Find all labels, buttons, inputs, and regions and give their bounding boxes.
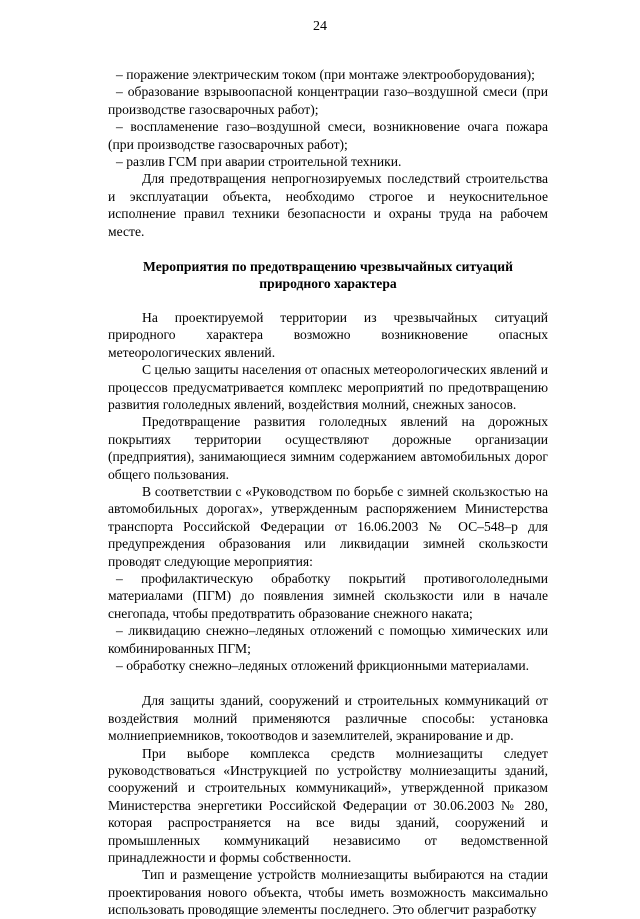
list-item-preventive-treatment: – профилактическую обработку покрытий противогололедными материалами (ПГМ) до появления зимней скользкости или в начале снегопада, чтобы предотвратить образование снежного наката; [108,570,548,621]
list-item-fuel-spill: – разлив ГСМ при аварии строительной техники. [116,154,402,170]
paragraph-gap [108,674,548,692]
paragraph-lightning-design: Тип и размещение устройств молниезащиты выбираются на стадии проектирования нового объекта, чтобы иметь возможность максимально использовать проводящие элементы последнего. Это облегчит разработку [108,867,548,918]
paragraph-protection-measures: С целью защиты населения от опасных метеорологических явлений и процессов предусматривается комплекс мероприятий по предотвращению развития гололедных явлений, воздействия молний, снежных заносов. [108,362,548,412]
section-heading-line-2: природного характера [259,276,397,292]
paragraph-lightning-instruction: При выборе комплекса средств молниезащиты следует руководствоваться «Инструкцией по устройству молниезащиты зданий, сооружений и строительных коммуникаций», утвержденной приказом Министерства энергетики Российской Федерации от 30.06.2003 № 280, которая распространяется на все виды зданий, сооружений и промышленных коммуникаций независимо от ведомственной принадлежности и формы собственности. [108,745,548,866]
paragraph-lightning-methods: Для защиты зданий, сооружений и строительных коммуникаций от воздействия молний применяются различные способы: установка молниеприемников, токоотводов и заземлителей, экранирование и др. [108,693,548,744]
list-item-chemical-removal: – ликвидацию снежно–ледяных отложений с помощью химических или комбинированных ПГМ; [108,623,548,656]
paragraph-ice-prevention: Предотвращение развития гололедных явлений на дорожных покрытиях территории осуществляют дорожные организации (предприятия), занимающиеся зимним содержанием автомобильных дорог общего пользования. [108,414,548,482]
section-heading-line-1: Мероприятия по предотвращению чрезвычайных ситуаций [143,259,513,275]
document-body [108,66,548,919]
list-item-electric-shock: – поражение электрическим током (при монтаже электрооборудования); [116,67,535,82]
paragraph-winter-guideline: В соответствии с «Руководством по борьбе с зимней скользкостью на автомобильных дорогах», утвержденным распоряжением Министерства транспорта Российской Федерации от 16.06.2003 № ОС–548–р для предупреждения образования или ликвидации зимней скользкости проводят следующие мероприятия: [108,483,548,569]
paragraph-safety: Для предотвращения непрогнозируемых последствий строительства и эксплуатации объекта, необходимо строгое и неукоснительное исполнение правил техники безопасности и охраны труда на рабочем месте. [108,171,548,239]
list-item-friction-materials: – обработку снежно–ледяных отложений фрикционными материалами. [116,658,530,673]
list-item-explosive-mixture: – образование взрывоопасной концентрации газо–воздушной смеси (при производстве газосварочных работ); [108,84,548,117]
page-number: 24 [313,19,327,34]
section-heading [108,258,548,293]
list-item-ignition: – воспламенение газо–воздушной смеси, возникновение очага пожара (при производстве газосварочных работ); [108,119,548,152]
paragraph-natural-hazards: На проектируемой территории из чрезвычайных ситуаций природного характера возможно возникновение опасных метеорологических явлений. [108,309,548,360]
